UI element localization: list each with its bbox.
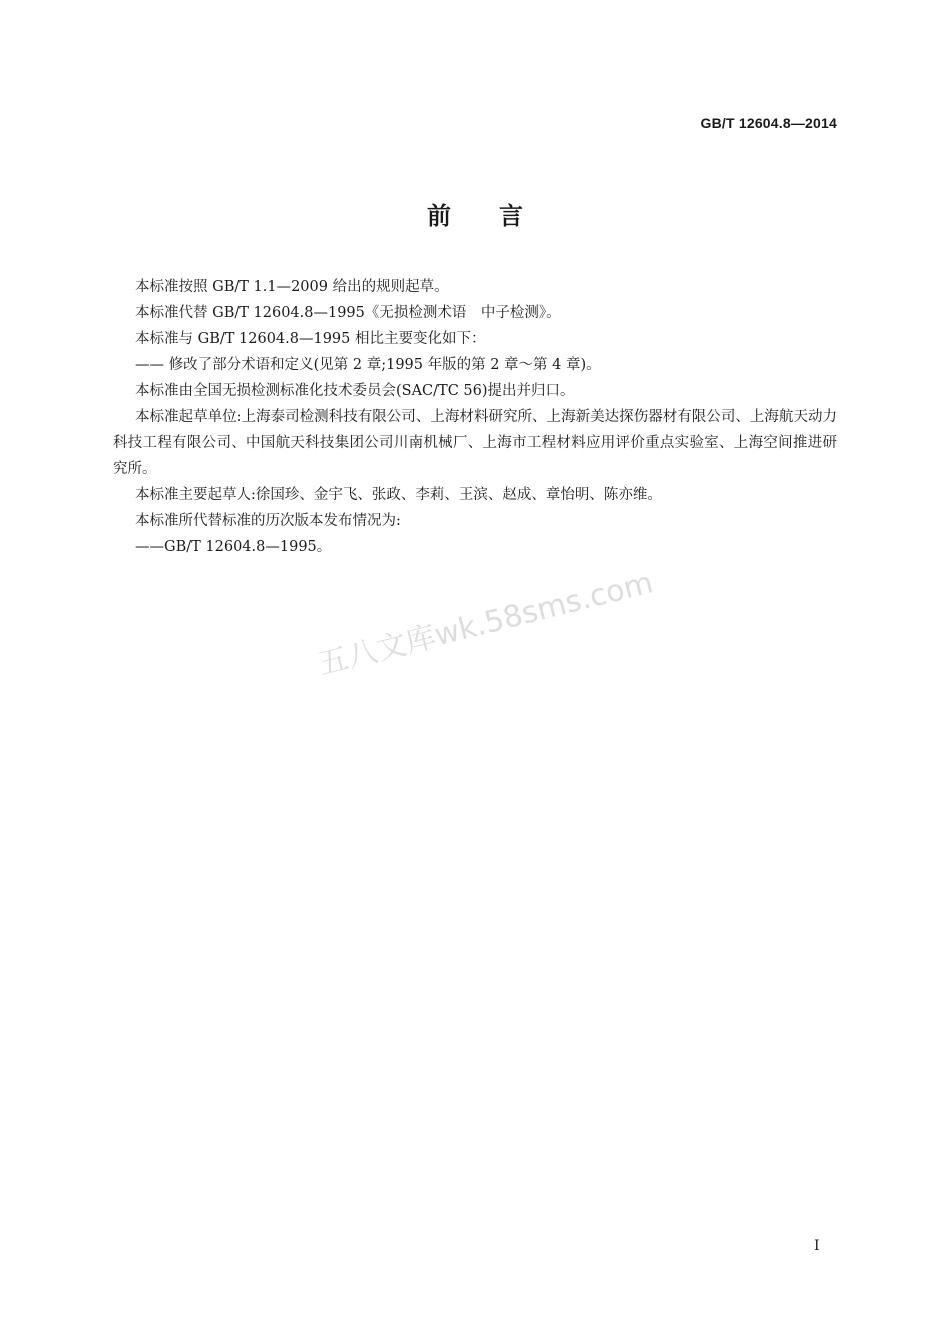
paragraph-history-item: ——GB/T 12604.8—1995。 [135, 539, 332, 555]
paragraph-drafting-rules: 本标准按照 GB/T 1.1—2009 给出的规则起草。 [135, 279, 449, 295]
page-number: I [814, 1238, 820, 1254]
paragraph-drafting-units: 本标准起草单位:上海泰司检测科技有限公司、上海材料研究所、上海新美达探伤器材有限公司、上海航天动力科技工程有限公司、中国航天科技集团公司川南机械厂、上海市工程材料应用评价重点实验室、上海空间推进研究所。 [113, 409, 837, 477]
paragraph-change-item: —— 修改了部分术语和定义(见第 2 章;1995 年版的第 2 章～第 4 章)。 [135, 357, 601, 373]
paragraph-changes-intro: 本标准与 GB/T 12604.8—1995 相比主要变化如下： [135, 331, 486, 347]
paragraph-proposed-by: 本标准由全国无损检测标准化技术委员会(SAC/TC 56)提出并归口。 [135, 383, 575, 399]
paragraph-replaces: 本标准代替 GB/T 12604.8—1995《无损检测术语 中子检测》。 [135, 305, 561, 321]
document-body [113, 274, 837, 560]
paragraph-history-intro: 本标准所代替标准的历次版本发布情况为: [135, 513, 401, 529]
standard-number: GB/T 12604.8—2014 [700, 115, 837, 131]
watermark: 五八文库wk.58sms.com [314, 565, 657, 683]
page-title: 前言 [427, 202, 571, 230]
paragraph-drafters: 本标准主要起草人:徐国珍、金宇飞、张政、李莉、王滨、赵成、章怡明、陈亦维。 [135, 487, 662, 503]
